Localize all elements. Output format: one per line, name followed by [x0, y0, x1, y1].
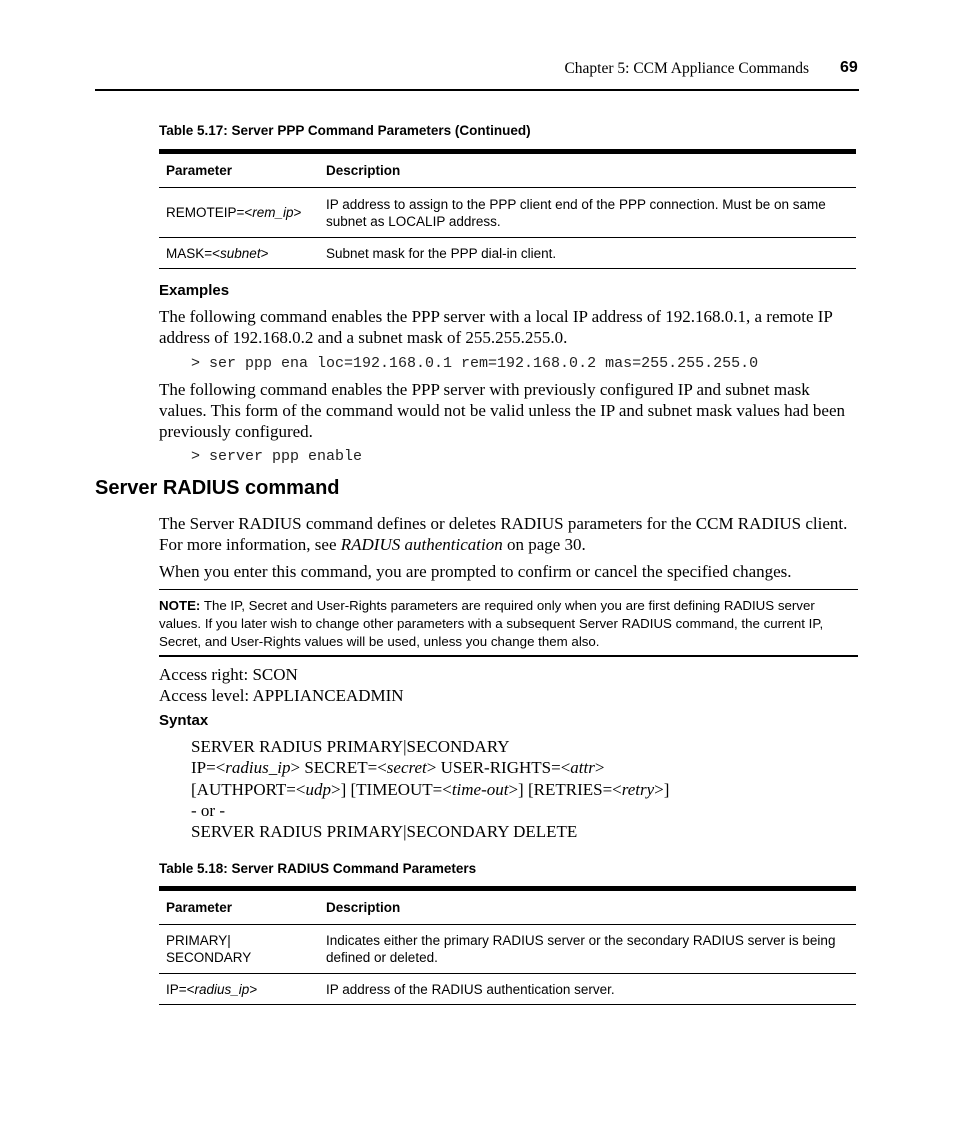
note-box	[159, 589, 858, 657]
table-row	[159, 925, 856, 974]
note-label: NOTE:	[159, 598, 201, 613]
page-number: 69	[840, 59, 858, 76]
note-text: The IP, Secret and User-Rights parameters are required only when you are first defining RADIUS server values. If you later wish to change other parameters with a subsequent Server RADIUS command, the current IP, Secret, and User-Rights values will be used, unless you change them also.	[159, 598, 824, 649]
parameter-cell: MASK=<subnet>	[159, 238, 319, 269]
column-header-description: Description	[319, 154, 856, 188]
example-code-1: > ser ppp ena loc=192.168.0.1 rem=192.168.0.2 mas=255.255.255.0	[191, 355, 759, 372]
parameter-cell: REMOTEIP=<rem_ip>	[159, 188, 319, 238]
radius-paragraph-2: When you enter this command, you are prompted to confirm or cancel the specified changes.	[159, 562, 792, 581]
running-header-chapter: Chapter 5: CCM Appliance Commands	[564, 60, 809, 77]
column-header-parameter: Parameter	[159, 154, 319, 188]
example-code-2: > server ppp enable	[191, 448, 363, 465]
parameter-cell: PRIMARY| SECONDARY	[159, 925, 319, 974]
column-header-parameter: Parameter	[159, 891, 319, 925]
description-cell: IP address of the RADIUS authentication server.	[319, 974, 856, 1005]
description-cell: Indicates either the primary RADIUS server or the secondary RADIUS server is being defined or deleted.	[319, 925, 856, 974]
table-5-17	[159, 154, 856, 269]
header-rule	[95, 89, 859, 91]
access-level: Access level: APPLIANCEADMIN	[159, 686, 404, 705]
syntax-line: [AUTHPORT=<udp>] [TIMEOUT=<time-out>] [RETRIES=<retry>]	[191, 779, 670, 799]
table-5-18	[159, 891, 856, 1005]
syntax-heading: Syntax	[159, 712, 209, 729]
syntax-line: SERVER RADIUS PRIMARY|SECONDARY DELETE	[191, 822, 578, 842]
examples-paragraph-2: The following command enables the PPP server with previously configured IP and subnet mask values. This form of the command would not be valid unless the IP and subnet mask values had been previously configured.	[159, 380, 846, 441]
column-header-description: Description	[319, 891, 856, 925]
syntax-line: SERVER RADIUS PRIMARY|SECONDARY	[191, 737, 510, 756]
examples-paragraph-1: The following command enables the PPP server with a local IP address of 192.168.0.1, a remote IP address of 192.168.0.2 and a subnet mask of 255.255.255.0.	[159, 307, 833, 347]
syntax-line: - or -	[191, 800, 225, 820]
table-row	[159, 974, 856, 1005]
table-row	[159, 238, 856, 269]
description-cell: Subnet mask for the PPP dial-in client.	[319, 238, 856, 269]
syntax-line: IP=<radius_ip> SECRET=<secret> USER-RIGHTS=<attr>	[191, 758, 605, 778]
table-row	[159, 188, 856, 238]
syntax-block	[191, 736, 669, 842]
parameter-cell: IP=<radius_ip>	[159, 974, 319, 1005]
access-right: Access right: SCON	[159, 665, 298, 684]
examples-heading: Examples	[159, 282, 230, 299]
section-heading-server-radius: Server RADIUS command	[95, 477, 340, 499]
table-5-18-caption: Table 5.18: Server RADIUS Command Parameters	[159, 861, 477, 876]
description-cell: IP address to assign to the PPP client end of the PPP connection. Must be on same subnet as LOCALIP address.	[319, 188, 856, 238]
table-header-row	[159, 154, 856, 188]
radius-authentication-link[interactable]: RADIUS authentication	[340, 535, 503, 554]
radius-paragraph-1: The Server RADIUS command defines or deletes RADIUS parameters for the CCM RADIUS client. For more information, see RADIUS authentication on page 30.	[159, 514, 848, 554]
table-5-17-caption: Table 5.17: Server PPP Command Parameters (Continued)	[159, 123, 531, 138]
table-header-row	[159, 891, 856, 925]
